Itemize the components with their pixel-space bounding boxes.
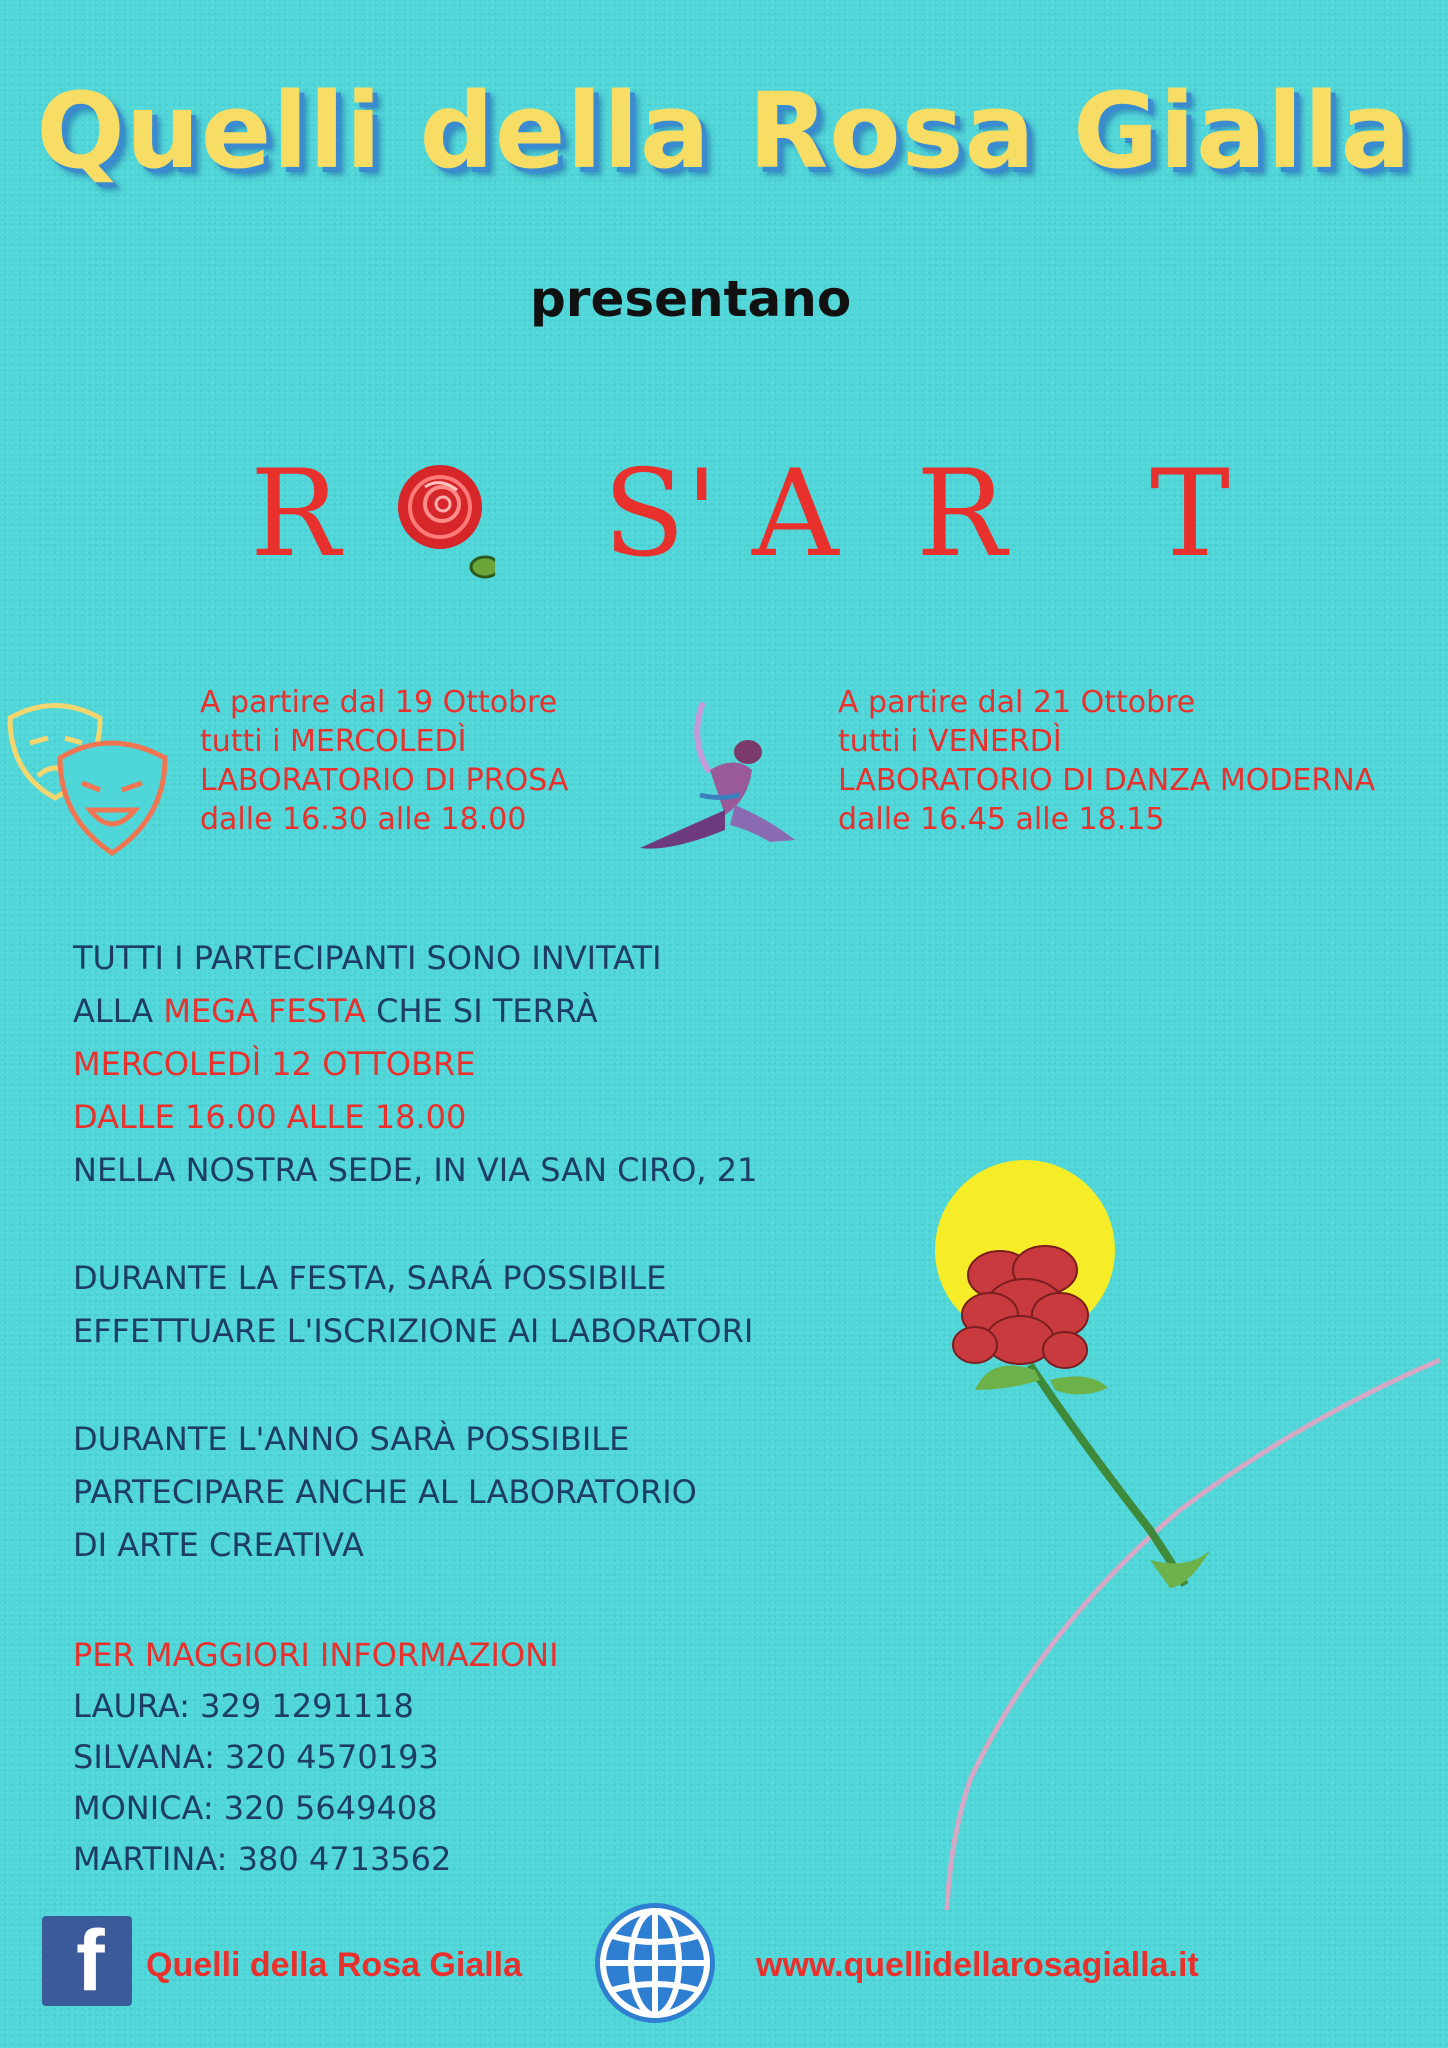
party-line-2-start: ALLA (73, 992, 164, 1030)
dancer-icon (630, 700, 800, 860)
facebook-icon[interactable]: f (42, 1916, 132, 2006)
logo-letter-r2: R (916, 445, 1007, 584)
art-line-2: PARTECIPARE ANCHE AL LABORATORIO (73, 1473, 697, 1511)
workshop-name: LABORATORIO DI PROSA (200, 763, 569, 798)
art-line-3: DI ARTE CREATIVA (73, 1526, 364, 1564)
workshop-day: tutti i VENERDÌ (838, 724, 1062, 759)
workshop-start: A partire dal 19 Ottobre (200, 685, 558, 720)
contact-martina: MARTINA: 380 4713562 (73, 1840, 452, 1878)
party-line-2-end: CHE SI TERRÀ (365, 992, 598, 1030)
logo-letter-a: A (752, 445, 839, 584)
logo-letter-r: R (250, 445, 341, 584)
party-place: NELLA NOSTRA SEDE, IN VIA SAN CIRO, 21 (73, 1151, 758, 1189)
presenting-label: presentano (530, 270, 852, 328)
workshop-prosa (200, 683, 568, 839)
rose-letter-o-icon (395, 462, 495, 592)
party-date: MERCOLEDÌ 12 OTTOBRE (73, 1045, 476, 1083)
mega-festa-highlight: MEGA FESTA (163, 992, 366, 1030)
contact-silvana: SILVANA: 320 4570193 (73, 1738, 439, 1776)
flower-illustration (850, 1140, 1448, 1920)
website-link[interactable]: www.quellidellarosagialla.it (756, 1946, 1199, 1984)
art-workshop-info (73, 1413, 697, 1572)
logo-letter-t: T (1150, 445, 1231, 584)
contact-laura: LAURA: 329 1291118 (73, 1687, 414, 1725)
globe-icon[interactable] (590, 1898, 720, 2028)
party-info (73, 932, 757, 1197)
workshop-name: LABORATORIO DI DANZA MODERNA (838, 763, 1376, 798)
registration-line-1: DURANTE LA FESTA, SARÁ POSSIBILE (73, 1259, 667, 1297)
workshop-start: A partire dal 21 Ottobre (838, 685, 1196, 720)
registration-line-2: EFFETTUARE L'ISCRIZIONE AI LABORATORI (73, 1312, 754, 1350)
theatre-masks-icon (0, 688, 180, 868)
organization-title: Quelli della Rosa Gialla (36, 70, 1412, 192)
registration-info (73, 1252, 753, 1358)
contacts (73, 1630, 559, 1885)
party-line-1: TUTTI I PARTECIPANTI SONO INVITATI (73, 939, 662, 977)
art-line-1: DURANTE L'ANNO SARÀ POSSIBILE (73, 1420, 630, 1458)
workshop-time: dalle 16.45 alle 18.15 (838, 802, 1165, 837)
workshop-day: tutti i MERCOLEDÌ (200, 724, 467, 759)
facebook-page-link[interactable]: Quelli della Rosa Gialla (146, 1946, 523, 1984)
logo-letter-s: S' (603, 445, 719, 584)
contact-monica: MONICA: 320 5649408 (73, 1789, 438, 1827)
workshop-danza (838, 683, 1375, 839)
party-line-2 (73, 985, 757, 1038)
contacts-heading: PER MAGGIORI INFORMAZIONI (73, 1636, 559, 1674)
party-time: DALLE 16.00 ALLE 18.00 (73, 1098, 467, 1136)
workshop-time: dalle 16.30 alle 18.00 (200, 802, 527, 837)
